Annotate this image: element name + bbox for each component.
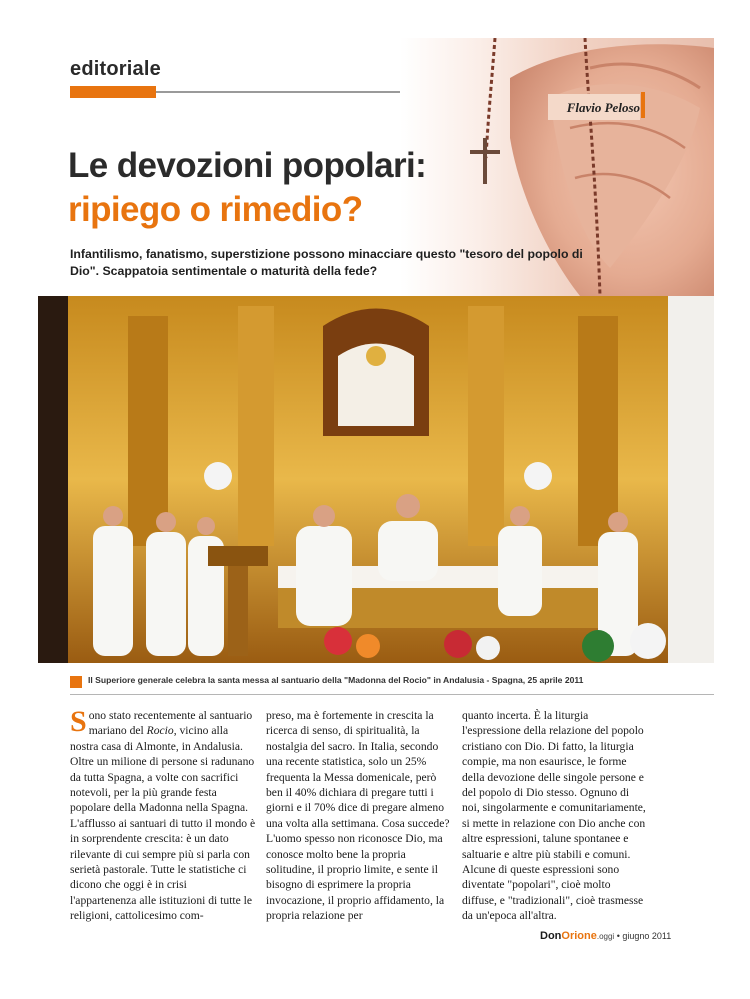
body-column-1 — [70, 705, 256, 924]
drop-cap: S — [70, 705, 87, 738]
body-text-1b: , vicino alla nostra casa di Almonte, in Andalusia. Oltre un milione di persone si radunano da tutta Spagna, a volte con sacrifici notevoli, per la più grande festa popolare della Madonna nella Spagna. L'afflusso ai santuari di tutto il mondo è in sorprendente crescita: è un dato rilevante di cui sempre più si parla con serietà pastorale. Tutte le statistiche ci dicono che oggi è in crisi l'appartenenza alle istituzioni di tutte le religioni, cattolicesimo com- — [70, 724, 256, 923]
brand-don: Don — [540, 930, 562, 942]
body-column-2 — [266, 708, 452, 924]
section-label: editoriale — [70, 58, 161, 80]
body-text-3: quanto incerta. È la liturgia l'espressione della relazione del popolo cristiano con Dio. Di fatto, la liturgia compie, ma non esaurisce, le forme della devozione delle singole persone e del popolo di Dio stesso. Ognuno di noi, singolarmente e comunitariamente, si mette in relazione con Dio anche con altre espressioni, talune spontanee e saltuarie e altre più stabili e comuni. Alcune di queste espressioni sono diventate "popolari", cioè molto diffuse, e "tradizionali", cioè trasmesse da un'epoca all'altra. — [462, 709, 646, 923]
body-column-3 — [462, 708, 648, 924]
author-accent — [641, 92, 645, 118]
brand-orione: Orione — [561, 930, 597, 942]
body-text-emphasis: Rocio — [146, 724, 174, 738]
caption-accent — [70, 676, 82, 688]
caption-rule — [70, 694, 714, 695]
section-rule-accent — [70, 86, 156, 98]
page-footer — [540, 930, 671, 942]
body-text-2: preso, ma è fortemente in crescita la ricerca di senso, di spiritualità, la nostalgia del sacro. In Italia, secondo una recente statistica, solo un 25% frequenta la Messa domenicale, però ben il 40% dichiara di pregare tutti i giorni e il 70% dice di pregare almeno una volta alla settimana. Cosa succede? L'uomo spesso non riconosce Dio, ma conosce molto bene la propria solitudine, il proprio limite, e sente il bisogno di esprimere la propria invocazione, il proprio affidamento, la propria relazione per — [266, 709, 450, 923]
author-name: Flavio Peloso — [566, 100, 640, 115]
subtitle: Infantilismo, fanatismo, superstizione possono minacciare questo "tesoro del popolo di Dio". Scappatoia sentimentale o maturità della fede? — [70, 247, 583, 278]
headline-line-1: Le devozioni popolari: — [68, 146, 427, 185]
altar-mass-illustration — [38, 296, 714, 663]
brand-oggi: .oggi — [596, 932, 615, 941]
headline-line-2: ripiego o rimedio? — [68, 190, 363, 229]
issue-date: • giugno 2011 — [616, 931, 672, 941]
photo-caption: Il Superiore generale celebra la santa messa al santuario della "Madonna del Rocio" in Andalusia - Spagna, 25 aprile 2011 — [88, 675, 584, 685]
body-text-1a: ono stato recentemente al santuario mariano del — [88, 709, 253, 738]
altar-photo — [38, 296, 714, 663]
